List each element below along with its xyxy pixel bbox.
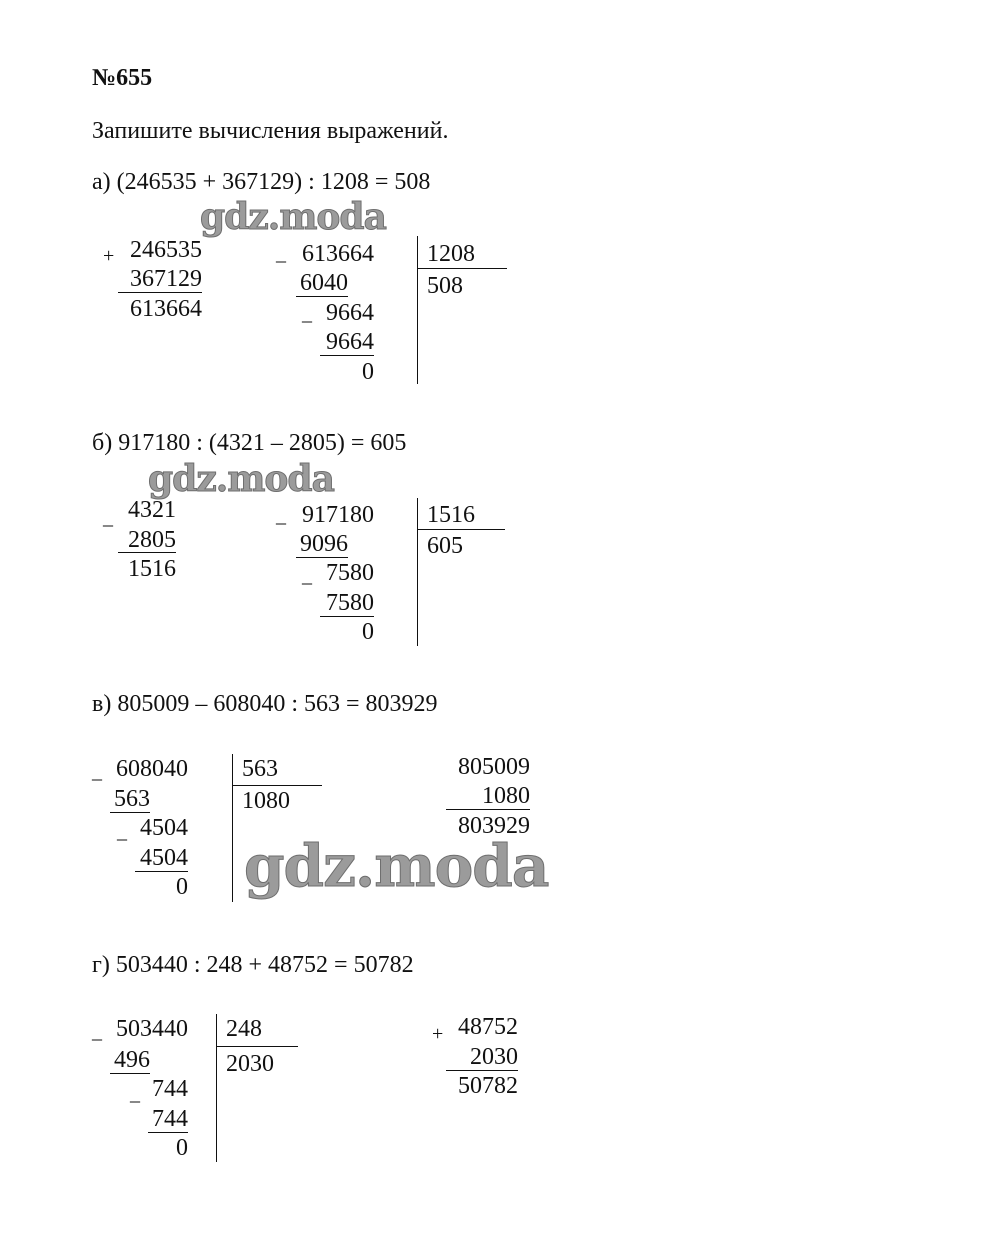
part-v-expression: в) 805009 – 608040 : 563 = 803929 [92,691,438,717]
quotient: 508 [427,273,463,299]
quotient: 2030 [226,1051,274,1077]
remainder-1: 9664 [326,300,374,326]
final-remainder: 0 [176,874,188,900]
remainder-1: 7580 [326,560,374,586]
minuend: 4321 [128,497,176,523]
division-bar [417,236,418,384]
minus-sign: _ [92,1021,102,1043]
watermark-logo: gdz.moda [148,458,334,500]
watermark-logo: gdz.moda [200,196,386,238]
minus-sign: _ [117,821,127,843]
minus-sign: _ [92,761,102,783]
divisor: 1516 [427,502,475,528]
subtrahend-line [135,871,188,872]
subtrahend-1: 9096 [300,531,348,557]
part-g-expression: г) 503440 : 248 + 48752 = 50782 [92,952,414,978]
divisor: 248 [226,1016,262,1042]
minus-sign: _ [276,243,286,265]
addend-2: 2030 [470,1044,518,1070]
subtrahend-2: 9664 [326,329,374,355]
addend-2: 367129 [130,266,202,292]
plus-sign: + [432,1023,444,1045]
subtrahend: 1080 [482,783,530,809]
subtrahend-line [320,355,374,356]
sum-result: 50782 [458,1073,518,1099]
difference-result: 803929 [458,813,530,839]
division-bar [417,498,418,646]
addend-1: 246535 [130,237,202,263]
plus-sign: + [103,245,115,267]
problem-number: №655 [92,65,153,91]
difference-result: 1516 [128,556,176,582]
subtrahend-line [148,1132,188,1133]
sum-line [118,292,202,293]
subtrahend-line [296,557,348,558]
final-remainder: 0 [362,619,374,645]
dividend: 608040 [116,756,188,782]
subtrahend-1: 563 [114,786,150,812]
difference-line [118,552,176,553]
final-remainder: 0 [362,359,374,385]
task-instruction: Запишите вычисления выражений. [92,118,449,144]
sum-result: 613664 [130,296,202,322]
divisor-line [216,1046,298,1047]
divisor-line [417,529,505,530]
division-bar [232,754,233,902]
subtrahend-line [110,812,150,813]
divisor: 563 [242,756,278,782]
divisor-line [232,785,322,786]
subtrahend-2: 7580 [326,590,374,616]
division-bar [216,1014,217,1162]
minus-sign: _ [302,303,312,325]
addend-1: 48752 [458,1014,518,1040]
part-a-expression: а) (246535 + 367129) : 1208 = 508 [92,169,431,195]
quotient: 1080 [242,788,290,814]
dividend: 917180 [302,502,374,528]
dividend: 613664 [302,241,374,267]
subtrahend-line [296,296,348,297]
difference-line [446,809,530,810]
quotient: 605 [427,533,463,559]
final-remainder: 0 [176,1135,188,1161]
watermark-logo: gdz.moda [244,832,549,900]
remainder-1: 4504 [140,815,188,841]
subtrahend-1: 496 [114,1047,150,1073]
subtrahend: 2805 [128,527,176,553]
remainder-1: 744 [152,1076,188,1102]
minuend: 805009 [458,754,530,780]
subtrahend-line [110,1073,150,1074]
subtrahend-line [320,616,374,617]
divisor: 1208 [427,241,475,267]
part-b-expression: б) 917180 : (4321 – 2805) = 605 [92,430,407,456]
minus-sign: _ [130,1083,140,1105]
minus-sign: _ [103,507,113,529]
subtrahend-2: 744 [152,1106,188,1132]
minus-sign: _ [302,565,312,587]
minus-sign: _ [276,505,286,527]
subtrahend-1: 6040 [300,270,348,296]
dividend: 503440 [116,1016,188,1042]
subtrahend-2: 4504 [140,845,188,871]
sum-line [446,1070,518,1071]
divisor-line [417,268,507,269]
